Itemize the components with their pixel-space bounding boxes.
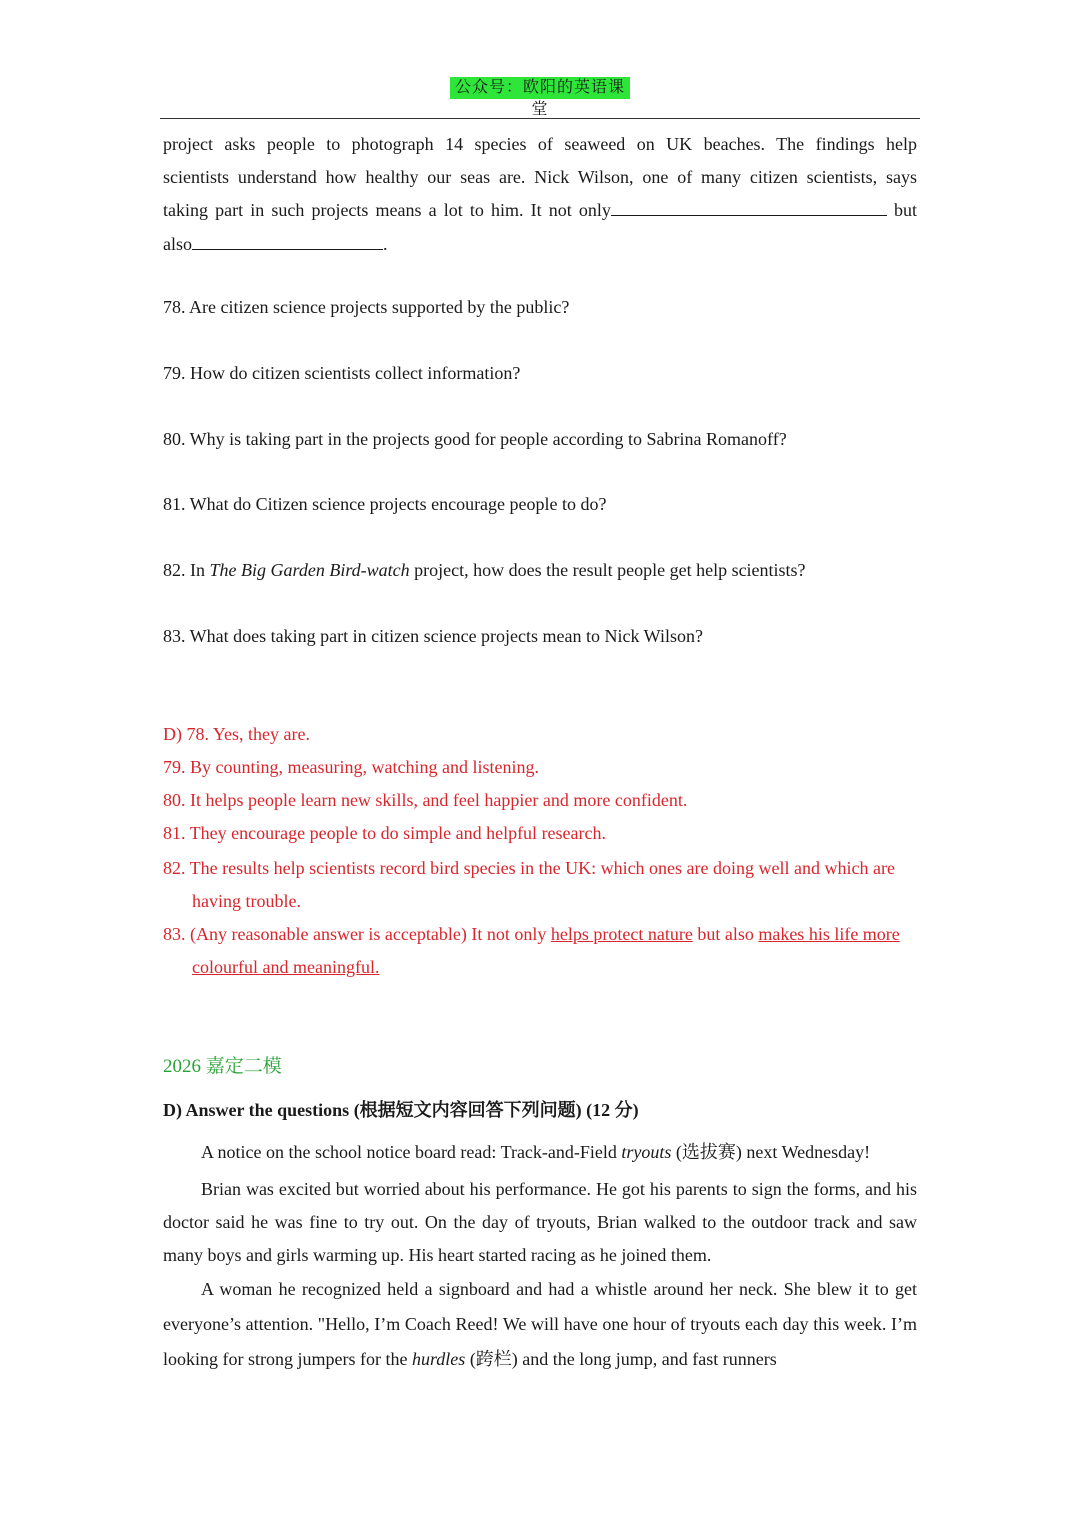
answer-79: 79. By counting, measuring, watching and listening. — [163, 757, 539, 777]
question-80: 80. Why is taking part in the projects good for people according to Sabrina Romanoff? — [163, 429, 787, 449]
passage-line-4-end: . — [383, 234, 388, 254]
header-divider — [160, 118, 920, 119]
passage-line-4-start: also — [163, 234, 192, 254]
header-badge: 公众号：欧阳的英语课堂 — [450, 77, 630, 99]
section-paragraph-3 — [163, 1272, 917, 1377]
answer-83 — [163, 918, 940, 984]
passage-line-2: scientists understand how healthy our seas are. Nick Wilson, one of many citizen scientists, says — [163, 167, 917, 187]
paragraph-3-start: A woman he recognized held a signboard and had a whistle around her neck. She blew it to get everyone’s attention. "Hello, I’m Coach Reed! We will have one hour of tryouts each day this week. I’m looking for strong jumpers for the — [163, 1279, 917, 1369]
answer-83-start: 83. (Any reasonable answer is acceptable) It not only — [163, 924, 551, 944]
passage-line-4 — [163, 231, 388, 256]
answer-80: 80. It helps people learn new skills, and feel happier and more confident. — [163, 790, 688, 810]
question-82 — [163, 558, 806, 582]
question-82-prefix: 82. In — [163, 560, 210, 580]
question-79: 79. How do citizen scientists collect information? — [163, 363, 521, 383]
paragraph-3-end: (跨栏) and the long jump, and fast runners — [465, 1349, 777, 1369]
answer-81: 81. They encourage people to do simple and helpful research. — [163, 823, 607, 843]
question-82-suffix: project, how does the result people get help scientists? — [409, 560, 806, 580]
passage-line-3-start: taking part in such projects means a lot to him. It not only — [163, 200, 611, 220]
answer-83-underline-1: helps protect nature — [550, 924, 693, 944]
paragraph-1-start: A notice on the school notice board read: Track-and-Field — [201, 1142, 622, 1162]
paragraph-1-italic: tryouts — [621, 1142, 672, 1162]
question-81: 81. What do Citizen science projects encourage people to do? — [163, 494, 607, 514]
passage-line-3-end: but — [893, 200, 917, 220]
section-heading: D) Answer the questions (根据短文内容回答下列问题) (12 分) — [163, 1100, 639, 1120]
answer-blank-2[interactable] — [192, 231, 383, 250]
section-paragraph-2: Brian was excited but worried about his performance. He got his parents to sign the forms, and his doctor said he was fine to try out. On the day of tryouts, Brian walked to the outdoor track and saw many boys and girls warming up. His heart started racing as he joined them. — [163, 1179, 917, 1265]
paragraph-1-end: (选拔赛) next Wednesday! — [671, 1142, 871, 1162]
question-82-title: The Big Garden Bird-watch — [209, 560, 410, 580]
answer-blank-1[interactable] — [611, 197, 887, 216]
answer-83-mid: but also — [692, 924, 759, 944]
answer-83-underline-2: makes his life more colourful and meaningful. — [192, 924, 900, 977]
answer-82: 82. The results help scientists record bird species in the UK: which ones are doing well and which are having trouble. — [163, 858, 895, 911]
answer-78: D) 78. Yes, they are. — [163, 724, 310, 744]
question-78: 78. Are citizen science projects supported by the public? — [163, 297, 570, 317]
paragraph-3-italic: hurdles — [411, 1349, 466, 1369]
passage-line-1: project asks people to photograph 14 species of seaweed on UK beaches. The findings help — [163, 134, 917, 154]
section-paragraph-1 — [201, 1140, 870, 1164]
passage-line-3 — [163, 194, 917, 227]
section-source: 2026 嘉定二模 — [163, 1056, 282, 1077]
question-83: 83. What does taking part in citizen science projects mean to Nick Wilson? — [163, 626, 703, 646]
